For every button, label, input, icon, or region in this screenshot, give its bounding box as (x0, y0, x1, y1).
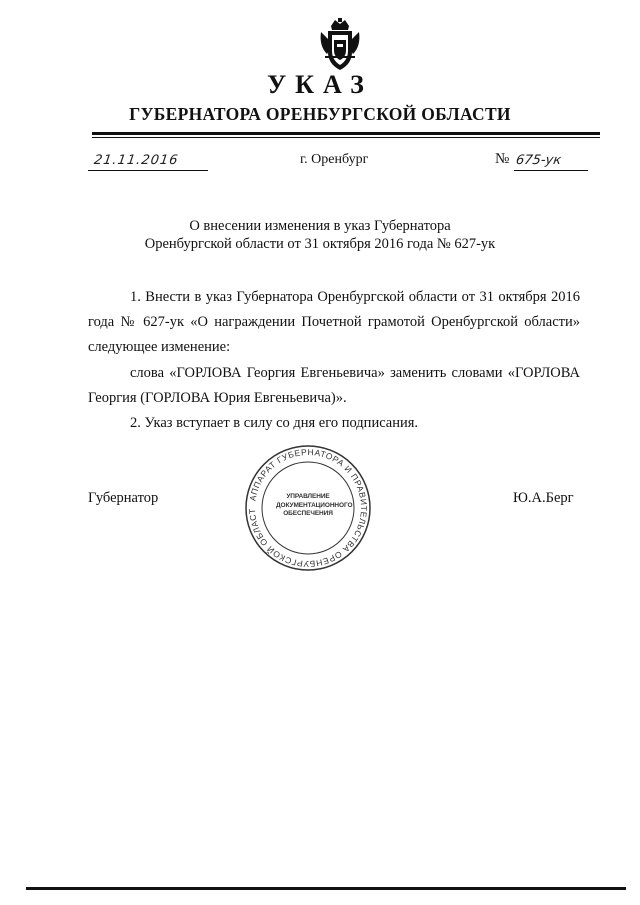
stamp-line-2: ДОКУМЕНТАЦИОННОГО (276, 501, 353, 509)
date-field (88, 153, 208, 173)
body-paragraph-2: слова «ГОРЛОВА Георгия Евгеньевича» заменить словами «ГОРЛОВА Георгия (ГОРЛОВА Юрия Евгеньевича)». (88, 365, 580, 406)
number-underline (514, 170, 588, 171)
footer-rule (26, 887, 626, 890)
official-stamp (243, 443, 373, 573)
header-rule (92, 132, 600, 135)
document-type-title: УКАЗ (267, 70, 373, 99)
city-label: г. Оренбург (300, 152, 369, 167)
subject-line-1: О внесении изменения в указ Губернатора (189, 218, 451, 234)
number-sign: № (495, 151, 510, 167)
date-underline (88, 170, 208, 171)
body-paragraph-1: 1. Внести в указ Губернатора Оренбургской области от 31 октября 2016 года № 627-ук «О награждении Почетной грамотой Оренбургской области» следующее изменение: (88, 289, 580, 355)
stamp-ring-text: АППАРАТ ГУБЕРНАТОРА И ПРАВИТЕЛЬСТВА ОРЕНБУРГСКОЙ ОБЛАСТ (246, 446, 370, 570)
stamp-line-1: УПРАВЛЕНИЕ (286, 493, 330, 500)
body-paragraph-3: 2. Указ вступает в силу со дня его подписания. (130, 415, 419, 431)
coat-of-arms-icon (317, 18, 363, 72)
number-field (514, 153, 588, 173)
handwritten-number: 675-ук (514, 153, 563, 168)
issuer-title: ГУБЕРНАТОРА ОРЕНБУРГСКОЙ ОБЛАСТИ (129, 104, 511, 124)
subject-line-2: Оренбургской области от 31 октября 2016 года № 627-ук (144, 236, 496, 252)
signatory-name: Ю.А.Берг (513, 490, 574, 506)
signatory-title: Губернатор (88, 490, 159, 506)
header-rule-thin (92, 137, 600, 138)
handwritten-date: 21.11.2016 (92, 153, 180, 168)
stamp-line-3: ОБЕСПЕЧЕНИЯ (283, 510, 333, 517)
